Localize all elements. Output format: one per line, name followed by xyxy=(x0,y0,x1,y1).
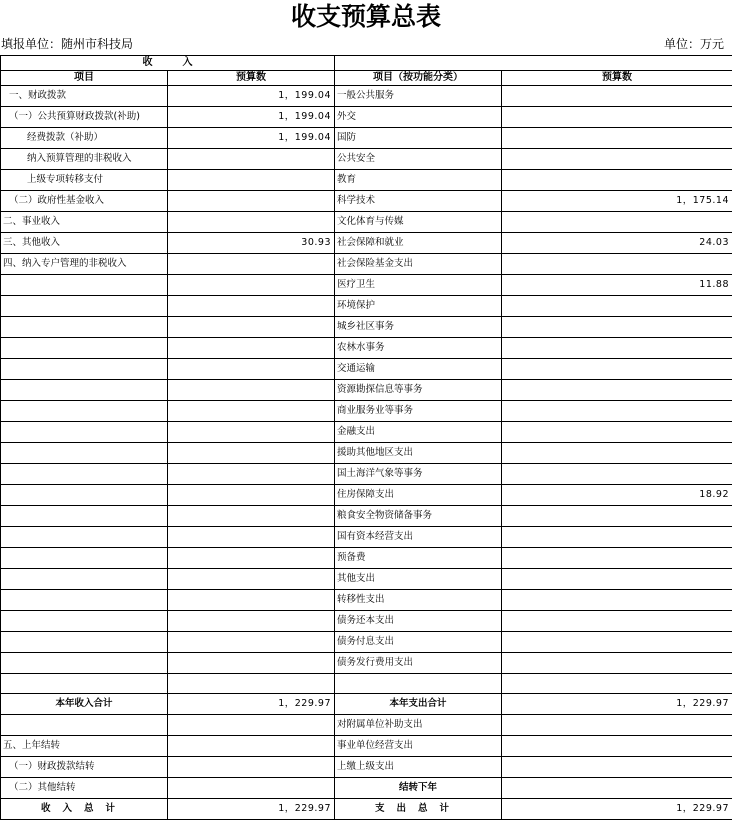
expense-item-cell: 科学技术 xyxy=(335,191,502,212)
income-item-cell: 三、其他收入 xyxy=(1,233,168,254)
empty-cell xyxy=(1,674,168,694)
expense-budget-cell xyxy=(502,170,732,191)
section-header-row xyxy=(1,56,732,71)
currency-unit: 单位：万元 xyxy=(663,37,724,51)
expense-item-cell: 商业服务业等事务 xyxy=(335,401,502,422)
table-row xyxy=(1,296,732,317)
table-row xyxy=(1,569,732,590)
income-item-cell xyxy=(1,485,168,506)
expense-budget-cell: 11.88 xyxy=(502,275,732,296)
expense-item-cell: 金融支出 xyxy=(335,422,502,443)
table-row xyxy=(1,548,732,569)
business-expense-label: 事业单位经营支出 xyxy=(335,736,502,757)
income-item-cell: （二）政府性基金收入 xyxy=(1,191,168,212)
prev-year-carry-label: 五、上年结转 xyxy=(1,736,168,757)
income-item-cell xyxy=(1,296,168,317)
income-budget-cell xyxy=(168,401,335,422)
empty-cell xyxy=(1,715,168,736)
col-header-item-func: 项目（按功能分类） xyxy=(335,71,502,86)
empty-cell xyxy=(502,715,732,736)
table-row xyxy=(1,632,732,653)
expense-budget-cell xyxy=(502,380,732,401)
table-row xyxy=(1,359,732,380)
income-item-cell xyxy=(1,422,168,443)
income-item-cell xyxy=(1,401,168,422)
expense-item-cell: 社会保障和就业 xyxy=(335,233,502,254)
table-row xyxy=(1,527,732,548)
income-budget-cell xyxy=(168,506,335,527)
expense-grand-total-label: 支出总计 xyxy=(335,799,502,820)
income-item-cell xyxy=(1,359,168,380)
income-item-cell xyxy=(1,380,168,401)
table-row xyxy=(1,170,732,191)
column-header-row xyxy=(1,71,732,86)
totals-row xyxy=(1,736,732,757)
expense-item-cell: 外交 xyxy=(335,107,502,128)
income-budget-cell xyxy=(168,632,335,653)
page-title: 收支预算总表 xyxy=(290,2,441,31)
income-item-cell xyxy=(1,590,168,611)
table-row xyxy=(1,86,732,107)
expense-item-cell: 债务付息支出 xyxy=(335,632,502,653)
expense-item-cell: 公共安全 xyxy=(335,149,502,170)
expense-grand-total-value: 1，229.97 xyxy=(502,799,732,820)
col-header-budget: 预算数 xyxy=(168,71,335,86)
expense-budget-cell xyxy=(502,212,732,233)
expense-item-cell: 环境保护 xyxy=(335,296,502,317)
income-budget-cell: 1，199.04 xyxy=(168,128,335,149)
expense-budget-cell xyxy=(502,527,732,548)
carry-next-year-label: 结转下年 xyxy=(335,778,502,799)
empty-cell xyxy=(168,715,335,736)
empty-cell xyxy=(168,674,335,694)
table-row xyxy=(1,275,732,296)
income-budget-cell xyxy=(168,296,335,317)
totals-row xyxy=(1,715,732,736)
empty-cell xyxy=(168,736,335,757)
spacer-row xyxy=(1,674,732,694)
col-header-budget-2: 预算数 xyxy=(502,71,732,86)
expense-section-header xyxy=(335,56,732,71)
expense-item-cell: 援助其他地区支出 xyxy=(335,443,502,464)
table-row xyxy=(1,212,732,233)
subsidy-label: 对附属单位补助支出 xyxy=(335,715,502,736)
income-budget-cell xyxy=(168,590,335,611)
expense-budget-cell xyxy=(502,506,732,527)
expense-budget-cell xyxy=(502,464,732,485)
income-budget-cell xyxy=(168,254,335,275)
expense-item-cell: 国防 xyxy=(335,128,502,149)
expense-item-cell: 粮食安全物资储备事务 xyxy=(335,506,502,527)
income-section-header: 收 入 xyxy=(1,56,335,71)
expense-budget-cell xyxy=(502,149,732,170)
income-item-cell: 二、事业收入 xyxy=(1,212,168,233)
expense-item-cell: 其他支出 xyxy=(335,569,502,590)
income-budget-cell xyxy=(168,611,335,632)
table-row xyxy=(1,611,732,632)
budget-table xyxy=(0,55,732,820)
table-row xyxy=(1,653,732,674)
expense-item-cell: 一般公共服务 xyxy=(335,86,502,107)
income-item-cell xyxy=(1,653,168,674)
expense-budget-cell xyxy=(502,317,732,338)
income-item-cell xyxy=(1,527,168,548)
expense-item-cell: 教育 xyxy=(335,170,502,191)
income-budget-cell xyxy=(168,422,335,443)
income-item-cell xyxy=(1,632,168,653)
empty-cell xyxy=(502,778,732,799)
income-item-cell: 一、财政拨款 xyxy=(1,86,168,107)
income-item-cell xyxy=(1,611,168,632)
upper-remit-label: 上缴上级支出 xyxy=(335,757,502,778)
income-item-cell: 纳入预算管理的非税收入 xyxy=(1,149,168,170)
expense-budget-cell: 18.92 xyxy=(502,485,732,506)
income-budget-cell xyxy=(168,653,335,674)
expense-item-cell: 转移性支出 xyxy=(335,590,502,611)
income-budget-cell xyxy=(168,317,335,338)
income-item-cell xyxy=(1,443,168,464)
reporting-unit: 填报单位：随州市科技局 xyxy=(1,37,134,51)
expense-item-cell: 农林水事务 xyxy=(335,338,502,359)
expense-budget-cell xyxy=(502,443,732,464)
income-budget-cell xyxy=(168,548,335,569)
income-item-cell: 上级专项转移支付 xyxy=(1,170,168,191)
empty-cell xyxy=(168,757,335,778)
table-row xyxy=(1,317,732,338)
table-row xyxy=(1,380,732,401)
income-budget-cell xyxy=(168,191,335,212)
income-grand-total-value: 1，229.97 xyxy=(168,799,335,820)
income-budget-cell: 1，199.04 xyxy=(168,86,335,107)
table-row xyxy=(1,128,732,149)
income-budget-cell xyxy=(168,464,335,485)
expense-item-cell: 资源勘探信息等事务 xyxy=(335,380,502,401)
table-row xyxy=(1,338,732,359)
fiscal-carry-label: （一）财政拨款结转 xyxy=(1,757,168,778)
expense-budget-cell xyxy=(502,569,732,590)
expense-item-cell: 债务还本支出 xyxy=(335,611,502,632)
income-item-cell: 四、纳入专户管理的非税收入 xyxy=(1,254,168,275)
table-row xyxy=(1,485,732,506)
income-budget-cell: 30.93 xyxy=(168,233,335,254)
expense-budget-cell: 24.03 xyxy=(502,233,732,254)
table-row xyxy=(1,506,732,527)
expense-item-cell: 文化体育与传媒 xyxy=(335,212,502,233)
col-header-item: 项目 xyxy=(1,71,168,86)
income-budget-cell xyxy=(168,338,335,359)
income-budget-cell xyxy=(168,443,335,464)
empty-cell xyxy=(502,736,732,757)
expense-budget-cell xyxy=(502,653,732,674)
income-budget-cell xyxy=(168,485,335,506)
totals-row xyxy=(1,757,732,778)
income-item-cell xyxy=(1,506,168,527)
expense-budget-cell xyxy=(502,296,732,317)
income-budget-cell xyxy=(168,170,335,191)
income-grand-total-label: 收入总计 xyxy=(1,799,168,820)
table-row xyxy=(1,443,732,464)
table-row xyxy=(1,590,732,611)
income-budget-cell xyxy=(168,149,335,170)
empty-cell xyxy=(168,778,335,799)
expense-budget-cell xyxy=(502,254,732,275)
income-item-cell xyxy=(1,548,168,569)
expense-item-cell: 住房保障支出 xyxy=(335,485,502,506)
other-carry-label: （二）其他结转 xyxy=(1,778,168,799)
income-item-cell xyxy=(1,569,168,590)
income-budget-cell xyxy=(168,569,335,590)
expense-budget-cell xyxy=(502,401,732,422)
income-item-cell: 经费拨款（补助） xyxy=(1,128,168,149)
table-row xyxy=(1,149,732,170)
income-budget-cell: 1，199.04 xyxy=(168,107,335,128)
income-year-total-label: 本年收入合计 xyxy=(1,694,168,715)
income-budget-cell xyxy=(168,359,335,380)
expense-budget-cell xyxy=(502,86,732,107)
expense-budget-cell xyxy=(502,422,732,443)
expense-item-cell: 城乡社区事务 xyxy=(335,317,502,338)
expense-budget-cell xyxy=(502,338,732,359)
table-row xyxy=(1,401,732,422)
expense-item-cell: 国土海洋气象等事务 xyxy=(335,464,502,485)
income-budget-cell xyxy=(168,380,335,401)
empty-cell xyxy=(502,674,732,694)
totals-row xyxy=(1,694,732,715)
table-row xyxy=(1,233,732,254)
empty-cell xyxy=(502,757,732,778)
empty-cell xyxy=(335,674,502,694)
income-item-cell: （一）公共预算财政拨款(补助) xyxy=(1,107,168,128)
expense-item-cell: 社会保险基金支出 xyxy=(335,254,502,275)
income-year-total-value: 1，229.97 xyxy=(168,694,335,715)
expense-item-cell: 医疗卫生 xyxy=(335,275,502,296)
expense-item-cell: 预备费 xyxy=(335,548,502,569)
income-budget-cell xyxy=(168,275,335,296)
table-row xyxy=(1,464,732,485)
table-row xyxy=(1,107,732,128)
income-item-cell xyxy=(1,317,168,338)
totals-row xyxy=(1,778,732,799)
expense-budget-cell xyxy=(502,107,732,128)
table-row xyxy=(1,191,732,212)
expense-budget-cell xyxy=(502,359,732,380)
expense-budget-cell: 1，175.14 xyxy=(502,191,732,212)
expense-budget-cell xyxy=(502,590,732,611)
expense-item-cell: 交通运输 xyxy=(335,359,502,380)
income-budget-cell xyxy=(168,212,335,233)
income-item-cell xyxy=(1,275,168,296)
expense-budget-cell xyxy=(502,611,732,632)
expense-budget-cell xyxy=(502,128,732,149)
expense-year-total-value: 1，229.97 xyxy=(502,694,732,715)
income-item-cell xyxy=(1,464,168,485)
income-budget-cell xyxy=(168,527,335,548)
expense-item-cell: 国有资本经营支出 xyxy=(335,527,502,548)
totals-row xyxy=(1,799,732,820)
table-row xyxy=(1,422,732,443)
table-row xyxy=(1,254,732,275)
expense-budget-cell xyxy=(502,548,732,569)
expense-item-cell: 债务发行费用支出 xyxy=(335,653,502,674)
expense-budget-cell xyxy=(502,632,732,653)
income-item-cell xyxy=(1,338,168,359)
expense-year-total-label: 本年支出合计 xyxy=(335,694,502,715)
